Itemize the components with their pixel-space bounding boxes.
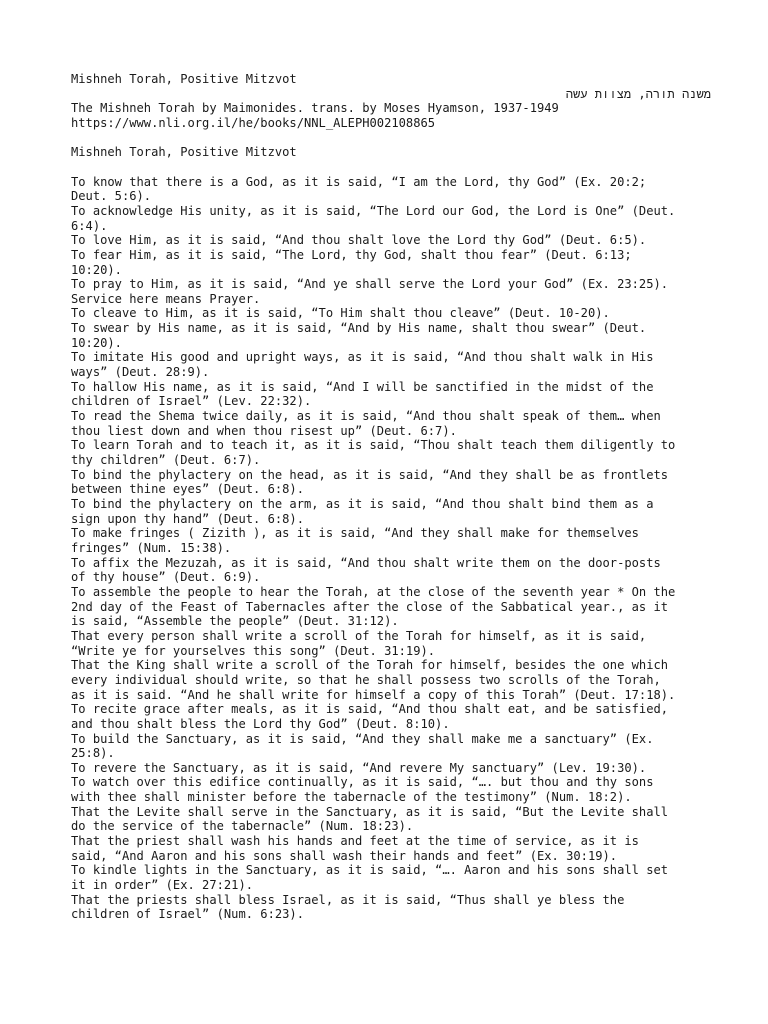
body-line: To recite grace after meals, as it is said, “And thou shalt eat, and be satisfied, — [71, 702, 669, 717]
body-line: To kindle lights in the Sanctuary, as it is said, “…. Aaron and his sons shall set — [71, 863, 669, 878]
body-line: To hallow His name, as it is said, “And I will be sanctified in the midst of the — [71, 379, 654, 394]
body-line: To learn Torah and to teach it, as it is said, “Thou shalt teach them diligently to — [71, 438, 676, 453]
body-line: children of Israel” (Num. 6:23). — [71, 907, 304, 922]
source-url: https://www.nli.org.il/he/books/NNL_ALEPH002108865 — [71, 115, 436, 130]
body-line: That the Levite shall serve in the Sanctuary, as it is said, “But the Levite shall — [71, 804, 669, 819]
body-line: To revere the Sanctuary, as it is said, “And revere My sanctuary” (Lev. 19:30). — [71, 760, 647, 775]
body-line: To bind the phylactery on the arm, as it is said, “And thou shalt bind them as a — [71, 497, 654, 511]
body-line: 10:20). — [71, 262, 122, 277]
body-line: That the priests shall bless Israel, as it is said, “Thus shall ye bless the — [71, 892, 625, 907]
body-line: Service here means Prayer. — [71, 291, 261, 306]
body-line: To read the Shema twice daily, as it is said, “And thou shalt speak of them… when — [71, 409, 661, 424]
attribution-line: The Mishneh Torah by Maimonides. trans. by Moses Hyamson, 1937-1949 — [71, 101, 559, 116]
body-line: To cleave to Him, as it is said, “To Him shalt thou cleave” (Deut. 10-20). — [71, 306, 610, 321]
body-line: That the priest shall wash his hands and feet at the time of service, as it is — [71, 834, 639, 849]
body-line: of thy house” (Deut. 6:9). — [71, 570, 261, 585]
body-line: it in order” (Ex. 27:21). — [71, 878, 254, 893]
body-line: To love Him, as it is said, “And thou shalt love the Lord thy God” (Deut. 6:5). — [71, 233, 647, 248]
body-line: and thou shalt bless the Lord thy God” (Deut. 8:10). — [71, 716, 450, 731]
body-line: 25:8). — [71, 746, 115, 761]
body-line: To affix the Mezuzah, as it is said, “And thou shalt write them on the door-posts — [71, 555, 661, 570]
body-line: thy children” (Deut. 6:7). — [71, 453, 261, 468]
body-text — [71, 175, 711, 922]
document-header — [71, 72, 711, 131]
body-line: To imitate His good and upright ways, as it is said, “And thou shalt walk in His — [71, 350, 654, 365]
section-heading: Mishneh Torah, Positive Mitzvot — [71, 145, 297, 160]
body-line: 2nd day of the Feast of Tabernacles after the close of the Sabbatical year., as it — [71, 599, 669, 614]
body-line: every individual should write, so that he shall possess two scrolls of the Torah, — [71, 672, 661, 687]
body-line: children of Israel” (Lev. 22:32). — [71, 394, 312, 409]
body-line: said, “And Aaron and his sons shall wash their hands and feet” (Ex. 30:19). — [71, 848, 618, 863]
body-line: sign upon thy hand” (Deut. 6:8). — [71, 511, 304, 526]
document-page — [71, 72, 711, 922]
body-line: thou liest down and when thou risest up” (Deut. 6:7). — [71, 423, 457, 438]
body-line: That every person shall write a scroll of the Torah for himself, as it is said, — [71, 628, 647, 643]
body-line: between thine eyes” (Deut. 6:8). — [71, 482, 304, 497]
body-line: do the service of the tabernacle” (Num. 18:23). — [71, 819, 414, 834]
body-line: with thee shall minister before the tabernacle of the testimony” (Num. 18:2). — [71, 790, 632, 805]
body-line: To pray to Him, as it is said, “And ye shall serve the Lord your God” (Ex. 23:25). — [71, 277, 669, 292]
body-line: ways” (Deut. 28:9). — [71, 365, 210, 380]
spacer — [71, 131, 711, 146]
body-line: To build the Sanctuary, as it is said, “And they shall make me a sanctuary” (Ex. — [71, 731, 654, 746]
body-line: To watch over this edifice continually, as it is said, “…. but thou and thy sons — [71, 775, 654, 790]
body-line: To swear by His name, as it is said, “And by His name, shalt thou swear” (Deut. — [71, 321, 647, 336]
hebrew-title: משנה תורה, מצוות עשה — [565, 86, 711, 101]
body-line: To make fringes ( Zizith ), as it is said, “And they shall make for themselves — [71, 526, 639, 541]
body-line: To acknowledge His unity, as it is said, “The Lord our God, the Lord is One” (Deut. — [71, 203, 676, 218]
document-title: Mishneh Torah, Positive Mitzvot — [71, 72, 297, 86]
body-line: To assemble the people to hear the Torah, at the close of the seventh year * On the — [71, 584, 676, 599]
body-line: as it is said. “And he shall write for himself a copy of this Torah” (Deut. 17:18). — [71, 687, 676, 702]
body-line: To fear Him, as it is said, “The Lord, thy God, shalt thou fear” (Deut. 6:13; — [71, 247, 632, 262]
body-line: That the King shall write a scroll of the Torah for himself, besides the one which — [71, 658, 669, 673]
body-line: “Write ye for yourselves this song” (Deut. 31:19). — [71, 643, 436, 658]
body-line: 10:20). — [71, 335, 122, 350]
body-line: 6:4). — [71, 218, 108, 233]
spacer — [71, 160, 711, 175]
body-line: To know that there is a God, as it is said, “I am the Lord, thy God” (Ex. 20:2; — [71, 174, 647, 189]
body-line: Deut. 5:6). — [71, 189, 152, 204]
body-line: fringes” (Num. 15:38). — [71, 540, 232, 555]
body-line: To bind the phylactery on the head, as it is said, “And they shall be as frontlets — [71, 467, 669, 482]
body-line: is said, “Assemble the people” (Deut. 31:12). — [71, 614, 399, 629]
